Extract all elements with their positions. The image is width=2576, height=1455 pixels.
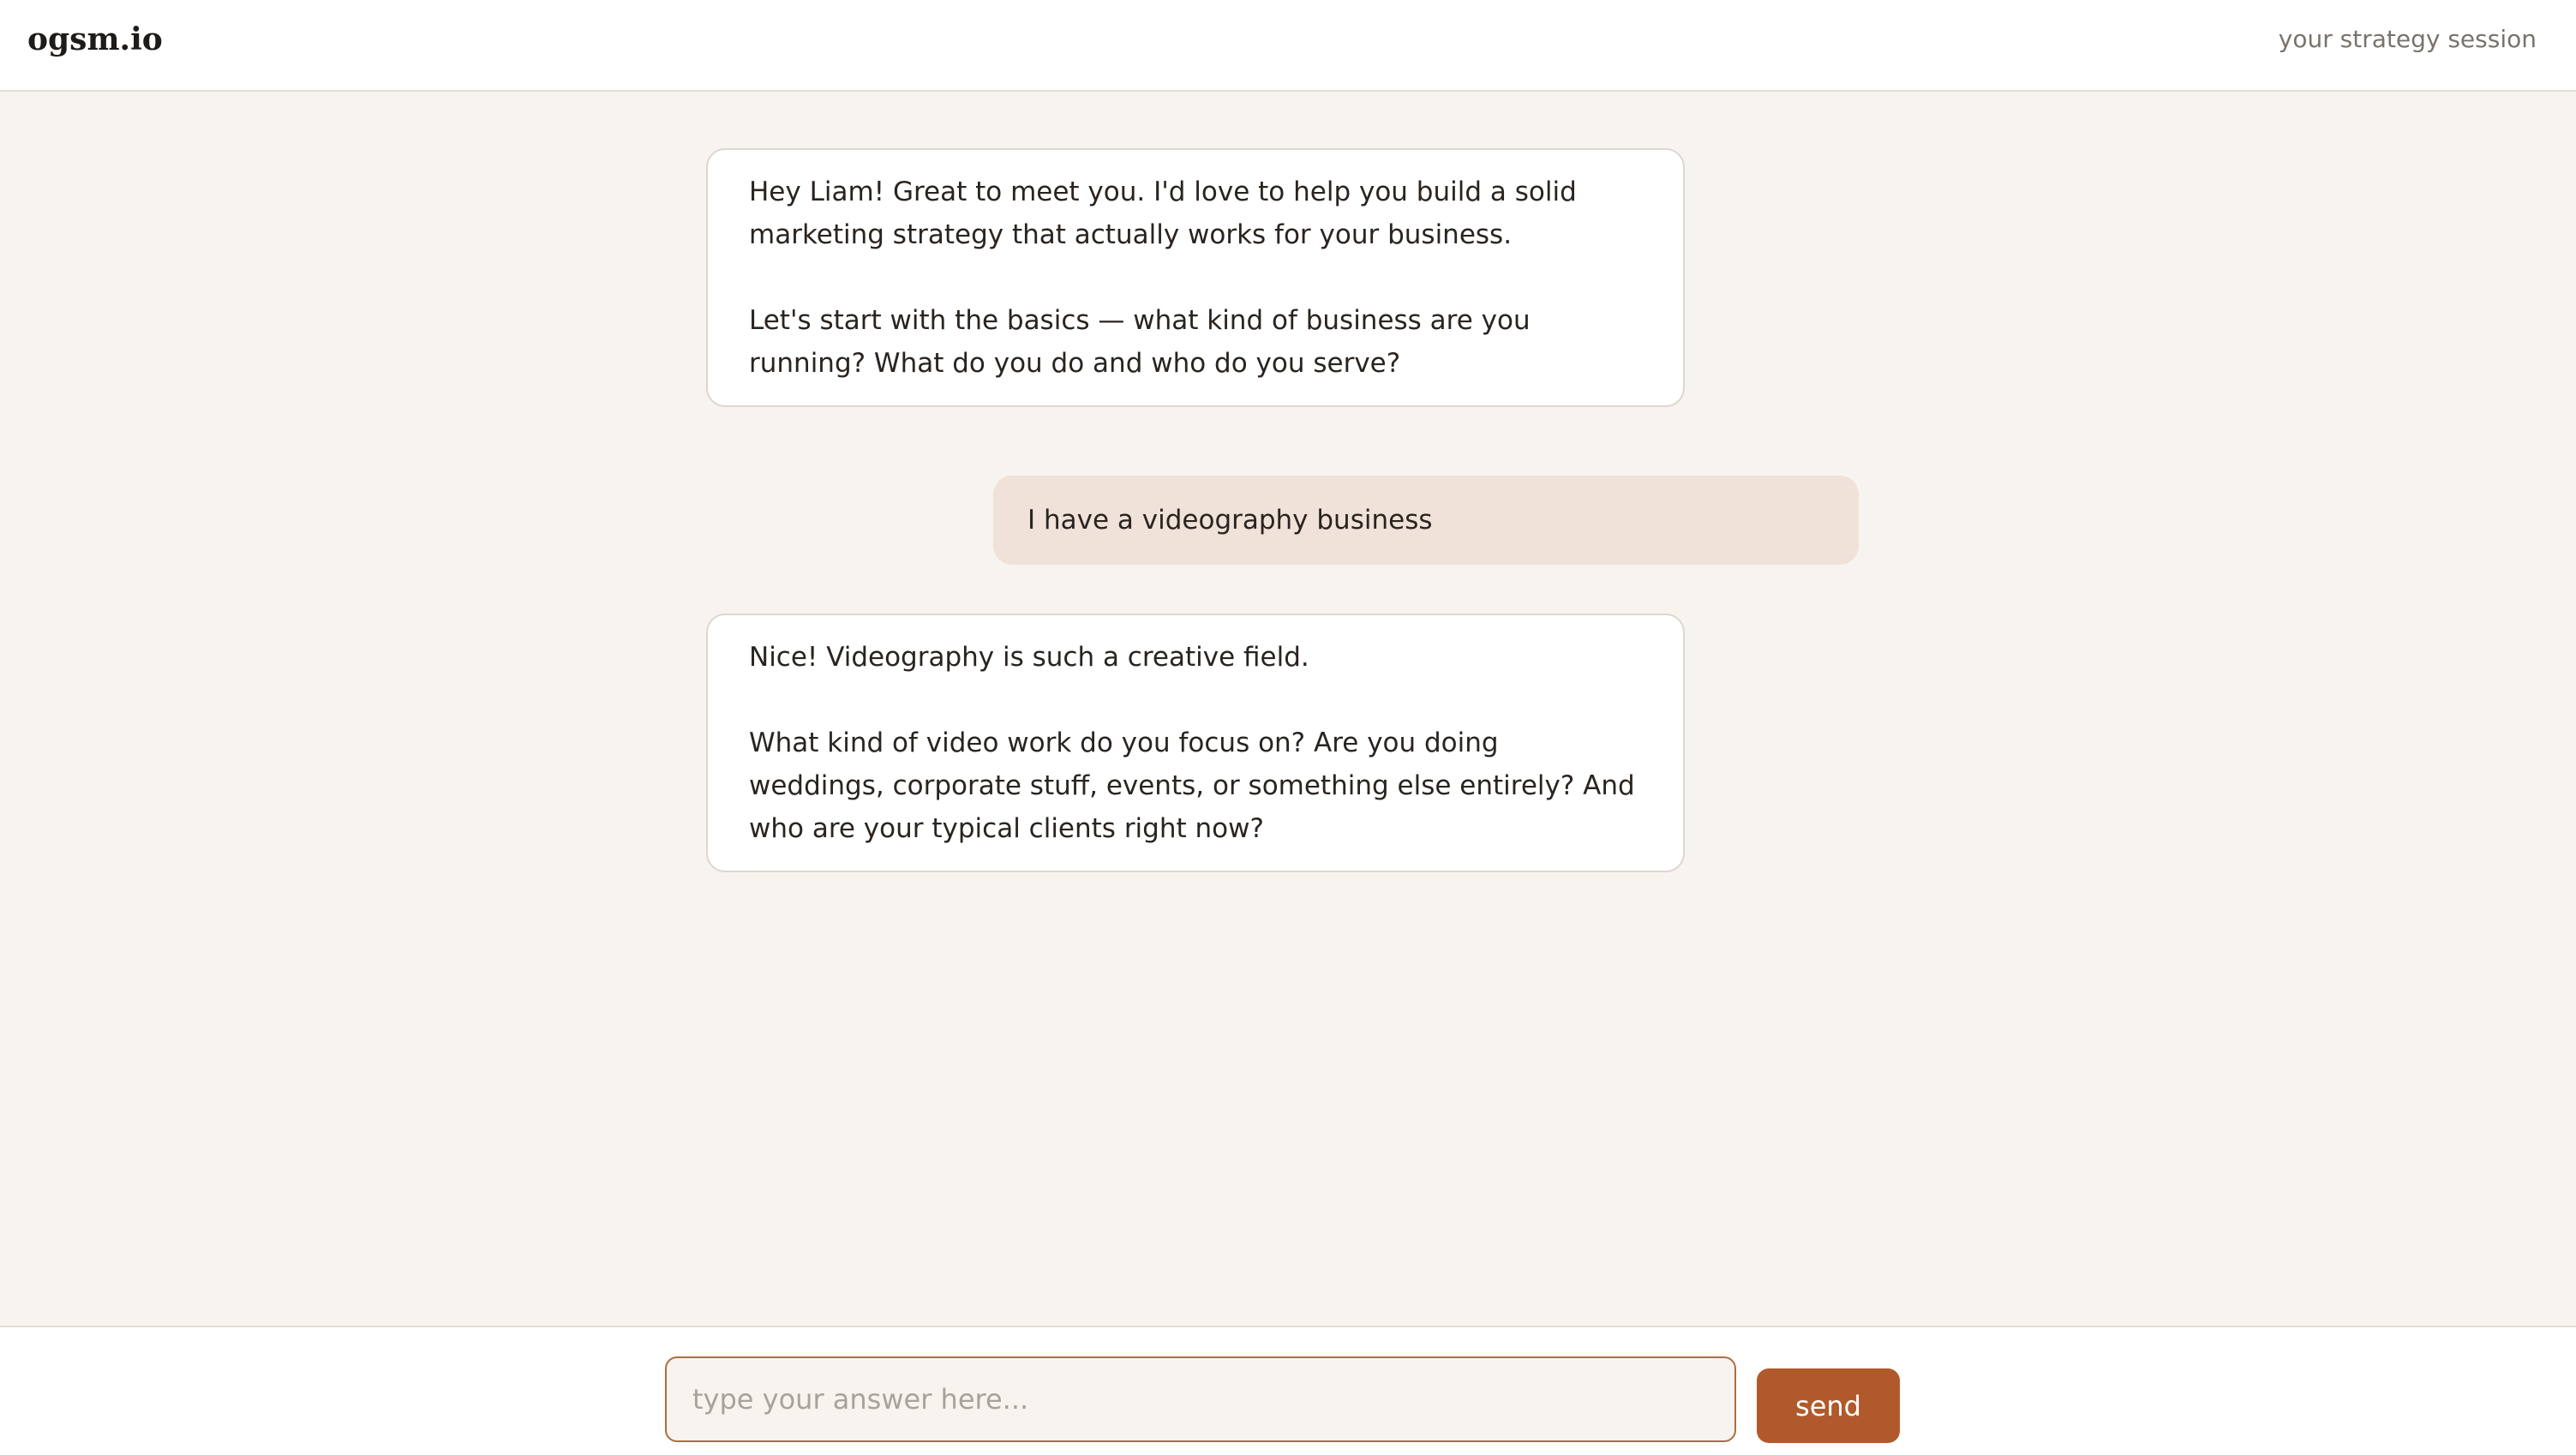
- assistant-message: [706, 148, 1685, 407]
- top-bar: [0, 0, 2576, 92]
- answer-input[interactable]: [665, 1356, 1736, 1442]
- message-text: I have a videography business: [1027, 505, 1433, 536]
- logo[interactable]: ogsm.io: [27, 21, 163, 57]
- message-paragraph: Nice! Videography is such a creative field.: [749, 642, 1309, 673]
- session-label: your strategy session: [2278, 25, 2537, 53]
- composer-bar: [0, 1326, 2576, 1455]
- send-button[interactable]: send: [1757, 1368, 1900, 1443]
- message-paragraph: What kind of video work do you focus on? Are you doing weddings, corporate stuff, events, or something else entirely? And who are your typical clients right now?: [749, 728, 1635, 844]
- chat-thread: [0, 92, 2576, 1326]
- message-paragraph: Let's start with the basics — what kind of business are you running? What do you do and who do you serve?: [749, 305, 1531, 379]
- assistant-message: [706, 614, 1685, 872]
- user-message: [993, 476, 1859, 565]
- message-paragraph: Hey Liam! Great to meet you. I'd love to help you build a solid marketing strategy that actually works for your business.: [749, 177, 1577, 250]
